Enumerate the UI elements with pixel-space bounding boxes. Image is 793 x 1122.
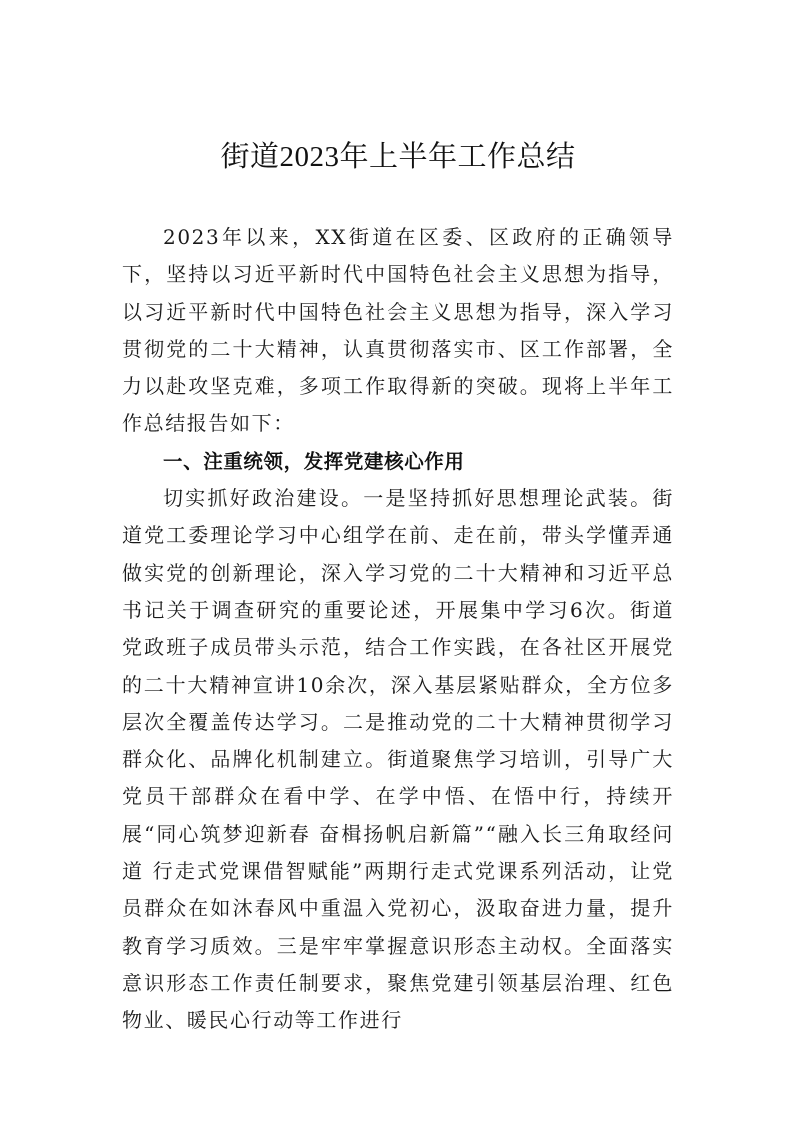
intro-paragraph: 2023年以来，XX街道在区委、区政府的正确领导下，坚持以习近平新时代中国特色社会主义思想为指导，以习近平新时代中国特色社会主义思想为指导，深入学习贯彻党的二十大精神，认真贯彻落实市、区工作部署，全力以赴攻坚克难，多项工作取得新的突破。现将上半年工作总结报告如下： (122, 225, 674, 436)
section-paragraph: 切实抓好政治建设。一是坚持抓好思想理论武装。街道党工委理论学习中心组学在前、走在前，带头学懂弄通做实党的创新理论，深入学习党的二十大精神和习近平总书记关于调查研究的重要论述，开展集中学习6次。街道党政班子成员带头示范，结合工作实践，在各社区开展党的二十大精神宣讲10余次，深入基层紧贴群众，全方位多层次全覆盖传达学习。二是推动党的二十大精神贯彻学习群众化、品牌化机制建立。街道聚焦学习培训，引导广大党员干部群众在看中学、在学中悟、在悟中行，持续开展“同心筑梦迎新春 奋楫扬帆启新篇”“融入长三角取经问道 行走式党课借智赋能”两期行走式党课系列活动，让党员群众在如沐春风中重温入党初心，汲取奋进力量，提升教育学习质效。三是牢牢掌握意识形态主动权。全面落实意识形态工作责任制要求，聚焦党建引领基层治理、红色物业、暖民心行动等工作进行 (122, 486, 674, 1033)
section-heading: 一、注重统领，发挥党建核心作用 (163, 449, 465, 473)
document-body (122, 219, 674, 1040)
document-title: 街道2023年上半年工作总结 (220, 141, 576, 173)
